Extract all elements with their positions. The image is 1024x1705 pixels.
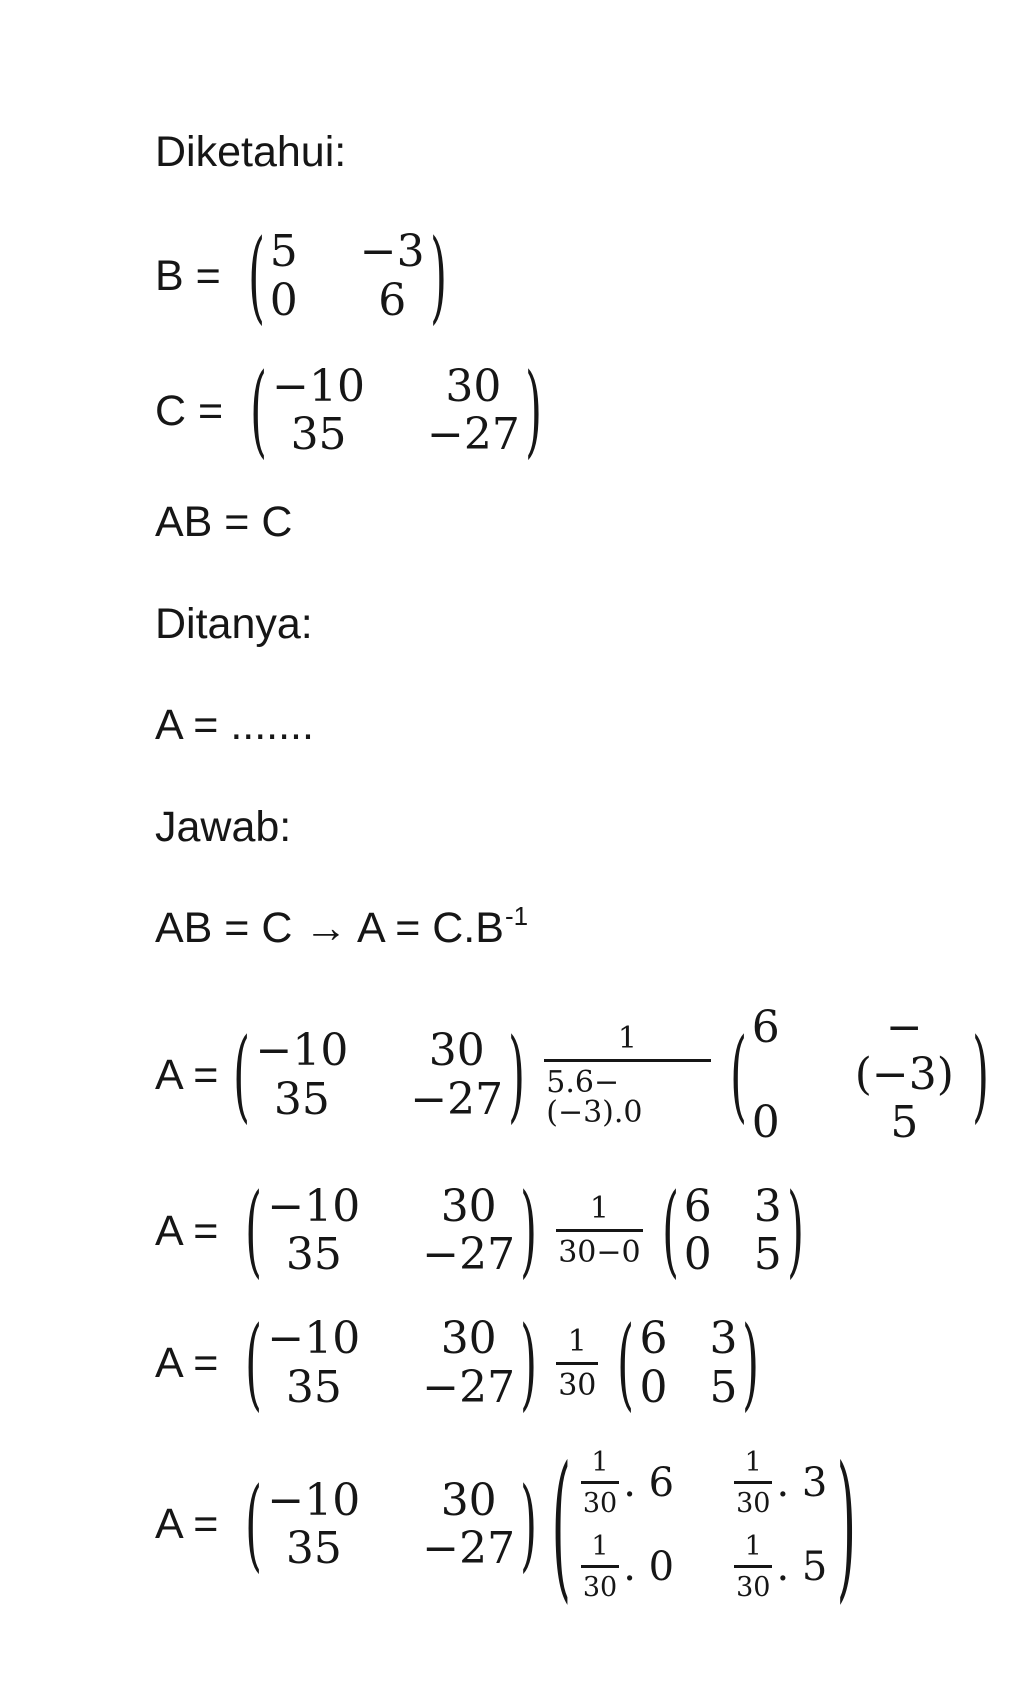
fraction-denominator: 30 [581,1565,619,1601]
solution-step-1 [155,1002,994,1148]
matrix-cell: 6 [683,1180,712,1232]
matrix-cells [267,1474,516,1574]
right-paren: ) [972,1016,989,1134]
matrix-cell: −10 [267,1180,361,1232]
matrix-cell: 35 [285,1361,342,1413]
matrix-cell: 0 [269,274,298,326]
matrix-cell: 5 [269,226,298,278]
matrix-cell: −10 [272,360,365,412]
left-paren: ( [551,1431,572,1619]
fraction-denominator: 30 [581,1481,619,1517]
left-paren: ( [729,1016,747,1134]
matrix-cell: 0 [683,1229,712,1281]
matrix-c [245,351,547,469]
matrix-cell: 30 [440,1474,497,1526]
fraction-denominator: 30 [734,1565,772,1601]
asked-heading: Ditanya: [155,599,313,648]
matrix-b-cells [269,226,425,326]
matrix-cell: 35 [273,1073,330,1125]
matrix-c-factor [228,1016,530,1134]
formula-base: AB = C → A = C.B [155,903,504,952]
right-paren: ) [742,1304,760,1421]
matrix-cell [734,1446,828,1519]
right-paren: ) [520,1171,538,1289]
left-paren: ( [247,217,265,334]
scalar-fraction [581,1530,619,1603]
solution-step-2 [155,1171,994,1289]
matrix-cell [734,1530,828,1603]
fraction-numerator: 1 [589,1191,609,1227]
matrix-cell: −(−3) [854,1002,954,1100]
matrix-cells [267,1180,516,1281]
matrix-cell: 35 [290,409,347,460]
solution-step-4 [155,1431,994,1619]
scalar-fraction [581,1446,619,1519]
matrix-cell [581,1446,675,1519]
matrix-cells [581,1446,828,1603]
matrix-cell: 30 [440,1313,497,1365]
right-paren: ) [429,217,447,334]
matrix-cell: −27 [422,1229,516,1281]
left-paren: ( [250,351,268,469]
fraction-numerator: 1 [744,1446,762,1478]
matrix-cell: 5 [753,1229,782,1281]
matrix-cell: 30 [428,1025,485,1077]
fraction-denominator: 30−0 [556,1229,642,1268]
right-paren: ) [786,1171,804,1289]
left-paren: ( [661,1171,679,1289]
matrix-cell: −27 [422,1522,516,1574]
determinant-fraction [556,1323,598,1403]
matrix-cells [751,1002,967,1148]
matrix-cell: 5 [709,1361,738,1413]
matrix-c-factor [240,1465,542,1583]
matrix-cell: 30 [440,1180,497,1232]
left-paren: ( [233,1016,251,1134]
given-heading: Diketahui: [155,128,347,176]
multiplied-value: . 3 [776,1459,828,1506]
solution-step-3 [155,1304,994,1421]
left-paren: ( [245,1465,263,1583]
matrix-c-cells [272,360,520,460]
matrix-cell: −3 [359,226,425,278]
determinant-fraction [544,1020,710,1130]
matrix-b-label: B = [155,252,233,301]
matrix-cells [639,1313,738,1413]
fraction-numerator: 1 [567,1323,587,1359]
matrix-cell: −27 [422,1361,516,1413]
fraction-numerator: 1 [617,1020,637,1056]
matrix-cell: 5 [890,1096,919,1148]
matrix-cell: 30 [445,360,502,412]
answer-heading: Jawab: [155,802,292,851]
fraction-numerator: 1 [591,1446,609,1478]
scalar-fraction [734,1446,772,1519]
matrix-cell: 3 [753,1180,782,1232]
formula-exponent: -1 [504,900,529,931]
matrix-cell: 35 [285,1522,342,1574]
step-label: A = [155,1051,219,1100]
right-paren: ) [524,351,542,469]
asked-line: A = ....... [155,701,314,750]
step-label: A = [155,1500,231,1549]
right-paren: ) [508,1016,526,1134]
right-paren: ) [837,1431,857,1619]
right-paren: ) [520,1304,538,1421]
adjugate-matrix [612,1304,764,1421]
fraction-denominator: 30 [734,1481,772,1517]
multiplied-value: . 6 [623,1459,675,1506]
matrix-cell: −10 [267,1313,361,1365]
left-paren: ( [617,1304,635,1421]
matrix-c-factor [240,1171,542,1289]
matrix-cells [683,1180,782,1281]
adjugate-matrix [657,1171,809,1289]
determinant-fraction [556,1191,642,1271]
step-label: A = [155,1206,231,1255]
relation-line: AB = C [155,498,293,547]
matrix-cell: 6 [639,1313,668,1365]
left-paren: ( [245,1304,263,1421]
multiplied-value: . 5 [776,1543,828,1590]
matrix-cell: −27 [427,409,520,460]
left-paren: ( [245,1171,263,1289]
fraction-numerator: 1 [744,1530,762,1562]
matrix-cell: −27 [410,1073,504,1125]
matrix-c-label: C = [155,386,236,435]
matrix-cell: 6 [751,1002,780,1054]
step-label: A = [155,1339,231,1387]
right-paren: ) [520,1465,538,1583]
fraction-denominator: 30 [556,1362,598,1401]
matrix-cells [267,1313,516,1413]
scalar-fraction [734,1530,772,1603]
adjugate-matrix [725,1002,994,1148]
multiplied-value: . 0 [623,1543,675,1590]
matrix-c-definition [155,351,994,469]
matrix-b-definition [155,217,994,334]
fraction-numerator: 1 [591,1530,609,1562]
matrix-cell [581,1530,675,1603]
matrix-c-factor [240,1304,542,1421]
matrix-cell: −10 [255,1025,349,1077]
matrix-cell: −10 [267,1474,361,1526]
matrix-cell: 3 [709,1313,738,1365]
fraction-denominator: 5.6−(−3).0 [544,1059,710,1128]
matrix-cell: 0 [751,1096,780,1148]
inverse-formula-line [155,900,994,953]
scaled-inverse-matrix [542,1431,866,1619]
matrix-cells [255,1025,504,1125]
matrix-b [243,217,452,334]
matrix-cell: 6 [378,274,407,326]
matrix-cell: 35 [285,1229,342,1281]
matrix-cell: 0 [639,1361,668,1413]
